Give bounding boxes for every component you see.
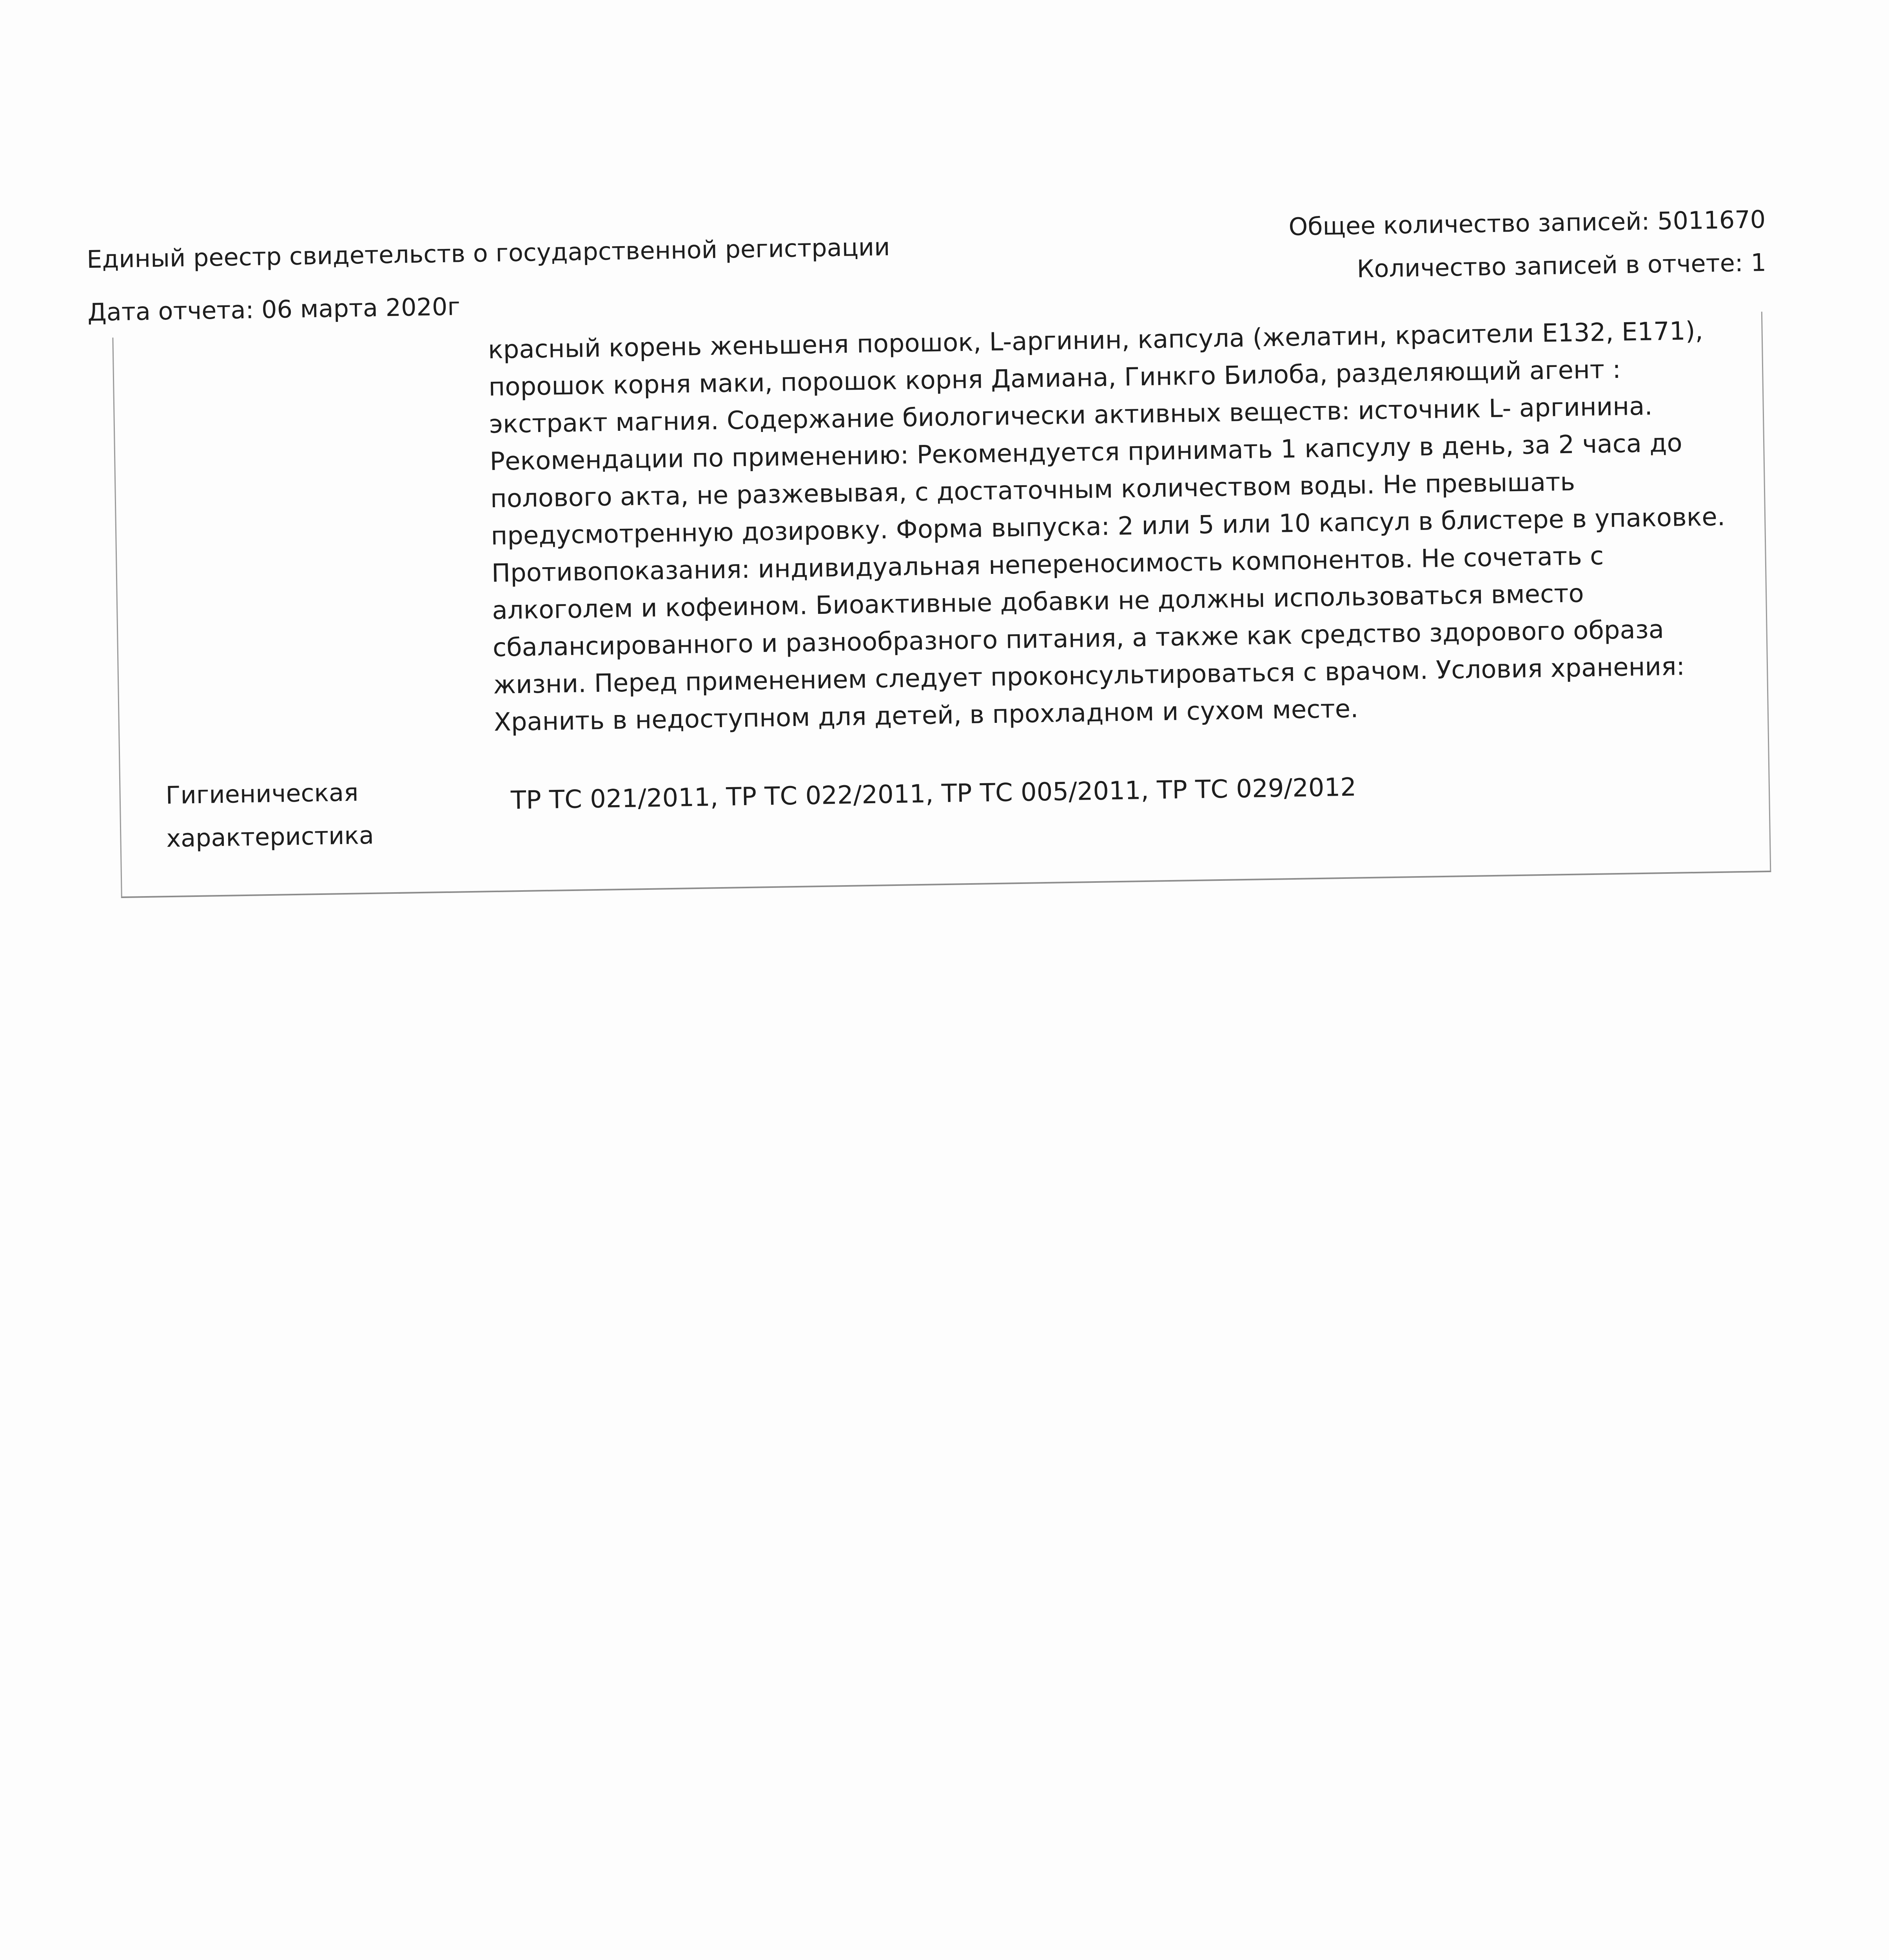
scanned-content: [0, 0, 1889, 968]
hygiene-characteristic-value: ТР ТС 021/2011, ТР ТС 022/2011, ТР ТС 005/2011, ТР ТС 029/2012: [510, 773, 1357, 815]
total-records-count: Общее количество записей: 5011670: [1288, 205, 1766, 241]
hygiene-characteristic-label: Гигиеническая характеристика: [165, 778, 374, 853]
records-in-report-count: Количество записей в отчете: 1: [1356, 248, 1767, 283]
report-date: Дата отчета: 06 марта 2020г: [87, 292, 461, 327]
composition-text: красный корень женьшеня порошок, L-аргинин, капсула (желатин, красители Е132, Е171), порошок корня маки, порошок корня Дамиана, Гинкго Билоба, разделяющий агент : экстракт магния. Содержание биологически активных веществ: источник L- аргинина. Рекомендации по применению: Рекомендуется принимать 1 капсулу в день, за 2 часа до полового акта, не разжевывая, с достаточным количеством воды. Не превышать предусмотренную дозировку. Форма выпуска: 2 или 5 или 10 капсул в блистере в упаковке. Противопоказания: индивидуальная непереносимость компонентов. Не сочетать с алкоголем и кофеином. Биоактивные добавки не должны использоваться вместо сбалансированного и разнообразного питания, а также как средство здорового образа жизни. Перед применением следует проконсультироваться с врачом. Условия хранения: Хранить в недоступном для детей, в прохладном и сухом месте.: [488, 316, 1726, 737]
registry-title: Единый реестр свидетельств о государственной регистрации: [86, 232, 890, 274]
record-table: [112, 312, 1771, 898]
